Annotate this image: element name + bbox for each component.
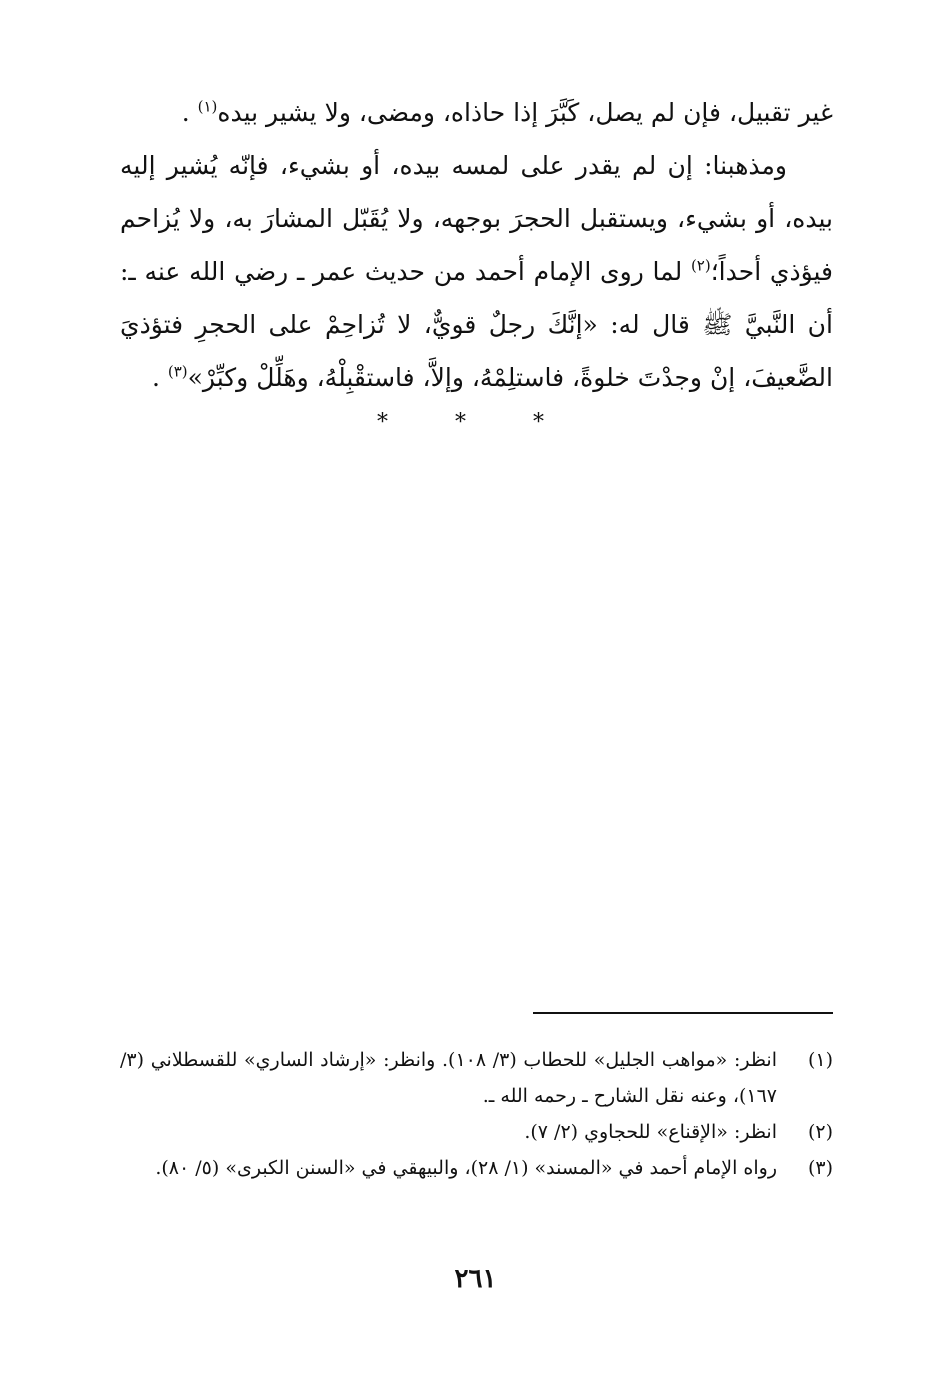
footnote-ref-2: (٢) xyxy=(690,256,711,275)
footnote-text: رواه الإمام أحمد في «المسند» (١/ ٢٨)، والبيهقي في «السنن الكبرى» (٥/ ٨٠). xyxy=(155,1157,777,1179)
footnote-text: انظر: «الإقناع» للحجاوي (٢/ ٧). xyxy=(524,1121,777,1143)
footnote-ref-1: (١) xyxy=(197,97,218,116)
paragraph-2-text-b: لما روى الإمام أحمد من حديث عمر ـ رضي الله عنه ـ: أن النَّبيَّ ﷺ قال له: «إنَّكَ رجلٌ قويٌّ، لا تُزاحِمْ على الحجرِ فتؤذيَ الضَّعيفَ، إنْ وجدْتَ خلوةً، فاستلِمْهُ، وإلاَّ، فاستقْبِلْهُ، وهَلِّلْ وكبِّرْ» xyxy=(120,257,833,392)
main-text-block xyxy=(120,86,833,404)
page-number: ٢٦١ xyxy=(454,1264,497,1294)
footnote-2 xyxy=(120,1114,833,1150)
footnote-number: (٣) xyxy=(807,1157,833,1179)
footnote-text: انظر: «مواهب الجليل» للحطاب (٣/ ١٠٨). وانظر: «إرشاد الساري» للقسطلاني (٣/ ١٦٧)، وعنه نقل الشارح ـ رحمه الله ـ. xyxy=(120,1049,778,1107)
paragraph-1-end: . xyxy=(181,98,198,127)
paragraph-1 xyxy=(120,86,833,139)
footnote-divider xyxy=(533,1012,833,1014)
paragraph-1-text: غير تقبيل، فإن لم يصل، كَبَّرَ إذا حاذاه، ومضى، ولا يشير بيده xyxy=(217,98,833,127)
paragraph-2-end: . xyxy=(151,363,168,392)
footnote-3 xyxy=(120,1150,833,1186)
footnote-number: (٢) xyxy=(807,1121,833,1143)
paragraph-2-text-a: ومذهبنا: إن لم يقدر على لمسه بيده، أو بشيء، فإنّه يُشير إليه بيده، أو بشيء، ويستقبل الحجرَ بوجهه، ولا يُقَبّل المشارَ به، ولا يُزاحم فيؤذي أحداً؛ xyxy=(120,151,833,286)
paragraph-2 xyxy=(120,139,833,404)
footnote-ref-3: (٣) xyxy=(167,362,188,381)
footnotes-block xyxy=(120,1042,833,1186)
footnote-1 xyxy=(120,1042,833,1114)
footnote-number: (١) xyxy=(807,1049,833,1071)
section-separator-stars: * * * xyxy=(377,410,574,435)
